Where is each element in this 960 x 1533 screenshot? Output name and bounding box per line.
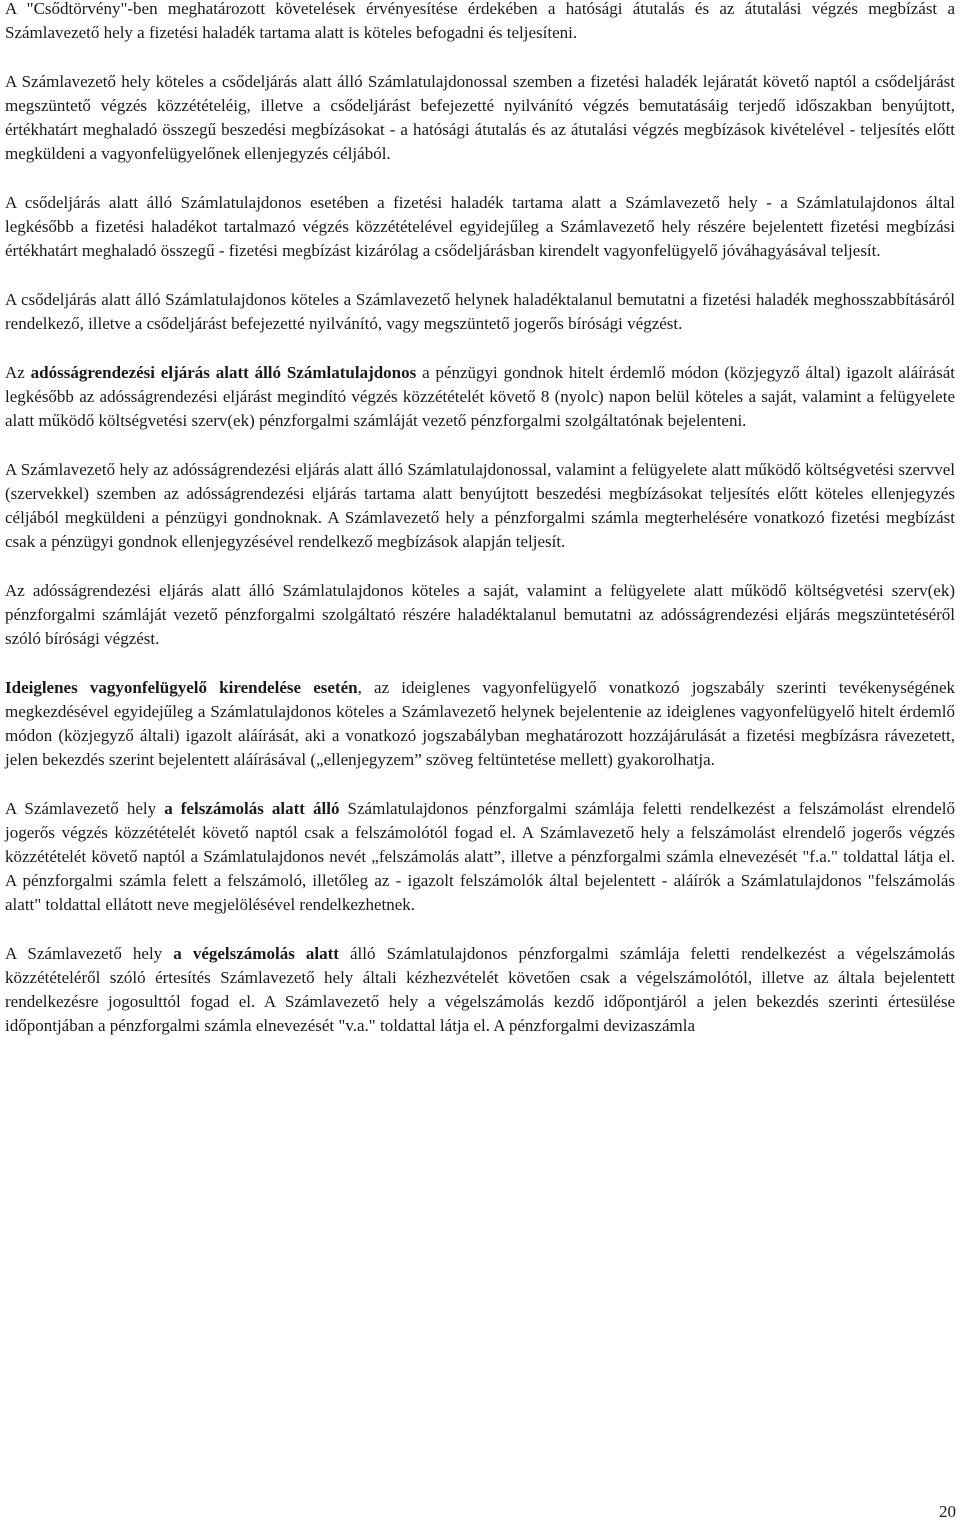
paragraph-bold-text: Ideiglenes vagyonfelügyelő kirendelése esetén bbox=[5, 678, 358, 697]
paragraph-text: A csődeljárás alatt álló Számlatulajdonos esetében a fizetési haladék tartama alatt a Számlavezető hely - a Számlatulajdonos által legkésőbb a fizetési haladékot tartalmazó végzés közzétételével egyidejűleg a Számlavezető hely részére bejelentett fizetési megbízási értékhatárt meghaladó összegű - fizetési megbízást kizárólag a csődeljárásban kirendelt vagyonfelügyelő jóváhagyásával teljesít. bbox=[5, 193, 955, 260]
paragraph-debt-settlement-termination bbox=[5, 579, 955, 651]
paragraph-text: Számlatulajdonos pénzforgalmi számlája feletti rendelkezést a felszámolást elrendelő jogerős végzés közzétételét követő naptól csak a felszámolótól fogad el. A Számlavezető hely a felszámolást elrendelő jogerős végzés közzétételét követő naptól a Számlatulajdonos nevét „felszámolás alatt”, illetve a pénzforgalmi számla elnevezését "f.a." toldattal látja el. A pénzforgalmi számla felett a felszámoló, illetőleg az - igazolt felszámolók által bejelentett - aláírók a Számlatulajdonos "felszámolás alatt" toldattal ellátott neve megjelölésével rendelkezhetnek. bbox=[5, 799, 955, 914]
paragraph-text: a pénzügyi gondnok hitelt érdemlő módon (közjegyző által) igazolt aláírását legkésőbb az adósságrendezési eljárást megindító végzés közzétételét követő 8 (nyolc) napon belül köteles a saját, valamint a felügyelete alatt működő költségvetési szerv(ek) pénzforgalmi számláját vezető pénzforgalmi szolgáltatónak bejelenteni. bbox=[5, 363, 955, 430]
paragraph-enforcement bbox=[5, 0, 955, 45]
paragraph-text: Az adósságrendezési eljárás alatt álló Számlatulajdonos köteles a saját, valamint a felügyelete alatt működő költségvetési szerv(ek) pénzforgalmi számláját vezető pénzforgalmi szolgáltató részére haladéktalanul bemutatni az adósságrendezési eljárás megszüntetéséről szóló bírósági végzést. bbox=[5, 581, 955, 648]
paragraph-text: A Számlavezető hely bbox=[5, 944, 174, 963]
paragraph-bankruptcy-collection bbox=[5, 70, 955, 166]
paragraph-text: álló Számlatulajdonos pénzforgalmi számlája feletti rendelkezést a végelszámolás közzétételéről szóló értesítés Számlavezető hely általi kézhezvételét követően csak a végelszámolótól, illetve az általa bejelentett rendelkezésre jogosulttól fogad el. A Számlavezető hely a végelszámolás kezdő időpontjáról a jelen bekezdés szerinti értesülése időpontjában a pénzforgalmi számla elnevezését "v.a." toldattal látja el. A pénzforgalmi devizaszámla bbox=[5, 944, 955, 1035]
paragraph-debt-settlement-signature bbox=[5, 361, 955, 433]
paragraph-text: A Számlavezető hely köteles a csődeljárás alatt álló Számlatulajdonossal szemben a fizetési haladék lejáratát követő naptól a csődeljárást megszüntető végzés közzétételéig, illetve a csődeljárást befejezetté nyilvánító végzés bemutatásáig terjedő időszakban benyújtott, értékhatárt meghaladó összegű beszedési megbízásokat - a hatósági átutalás és az átutalási végzés megbízások kivételével - teljesítés előtt megküldeni a vagyonfelügyelőnek ellenjegyzés céljából. bbox=[5, 72, 955, 163]
paragraph-text: A csődeljárás alatt álló Számlatulajdonos köteles a Számlavezető helynek haladéktalanul bemutatni a fizetési haladék meghosszabbításáról rendelkező, illetve a csődeljárást befejezetté nyilvánító, vagy megszüntető jogerős bírósági végzést. bbox=[5, 290, 955, 333]
paragraph-liquidation bbox=[5, 797, 955, 917]
paragraph-bankruptcy-payment-order bbox=[5, 191, 955, 263]
paragraph-text: A "Csődtörvény"-ben meghatározott követelések érvényesítése érdekében a hatósági átutalás és az átutalási végzés megbízást a Számlavezető hely a fizetési haladék tartama alatt is köteles befogadni és teljesíteni. bbox=[5, 0, 955, 42]
paragraph-bankruptcy-court-order bbox=[5, 288, 955, 336]
paragraph-text: A Számlavezető hely bbox=[5, 799, 165, 818]
paragraph-debt-settlement-countersign bbox=[5, 458, 955, 554]
paragraph-text: Az bbox=[5, 363, 31, 382]
paragraph-bold-text: adósságrendezési eljárás alatt álló Számlatulajdonos bbox=[30, 363, 417, 382]
paragraph-text: , az ideiglenes vagyonfelügyelő vonatkozó jogszabály szerinti tevékenységének megkezdésével egyidejűleg a Számlatulajdonos köteles a Számlavezető helynek bejelentenie az ideiglenes vagyonfelügyelő hitelt érdemlő módon (közjegyző általi) igazolt aláírását, aki a vonatkozó jogszabályban meghatározott hozzájárulását a fizetési megbízásra rávezetett, jelen bekezdés szerint bejelentett aláírásával („ellenjegyzem” szöveg feltüntetése mellett) gyakorolhatja. bbox=[5, 678, 956, 769]
paragraph-text: A Számlavezető hely az adósságrendezési eljárás alatt álló Számlatulajdonossal, valamint a felügyelete alatt működő költségvetési szervvel (szervekkel) szemben az adósságrendezési eljárás tartama alatt benyújtott beszedési megbízásokat teljesítés előtt köteles ellenjegyzés céljából megküldeni a pénzügyi gondnoknak. A Számlavezető hely a pénzforgalmi számla megterhelésére vonatkozó fizetési megbízást csak a pénzügyi gondnok ellenjegyzésével rendelkező megbízások alapján teljesít. bbox=[5, 460, 955, 551]
paragraph-bold-text: a felszámolás alatt álló bbox=[164, 799, 340, 818]
page-number: 20 bbox=[939, 1502, 956, 1521]
paragraph-voluntary-dissolution bbox=[5, 942, 955, 1038]
paragraph-interim-trustee bbox=[5, 676, 955, 772]
paragraph-bold-text: a végelszámolás alatt bbox=[173, 944, 339, 963]
document-page bbox=[5, 0, 955, 1038]
